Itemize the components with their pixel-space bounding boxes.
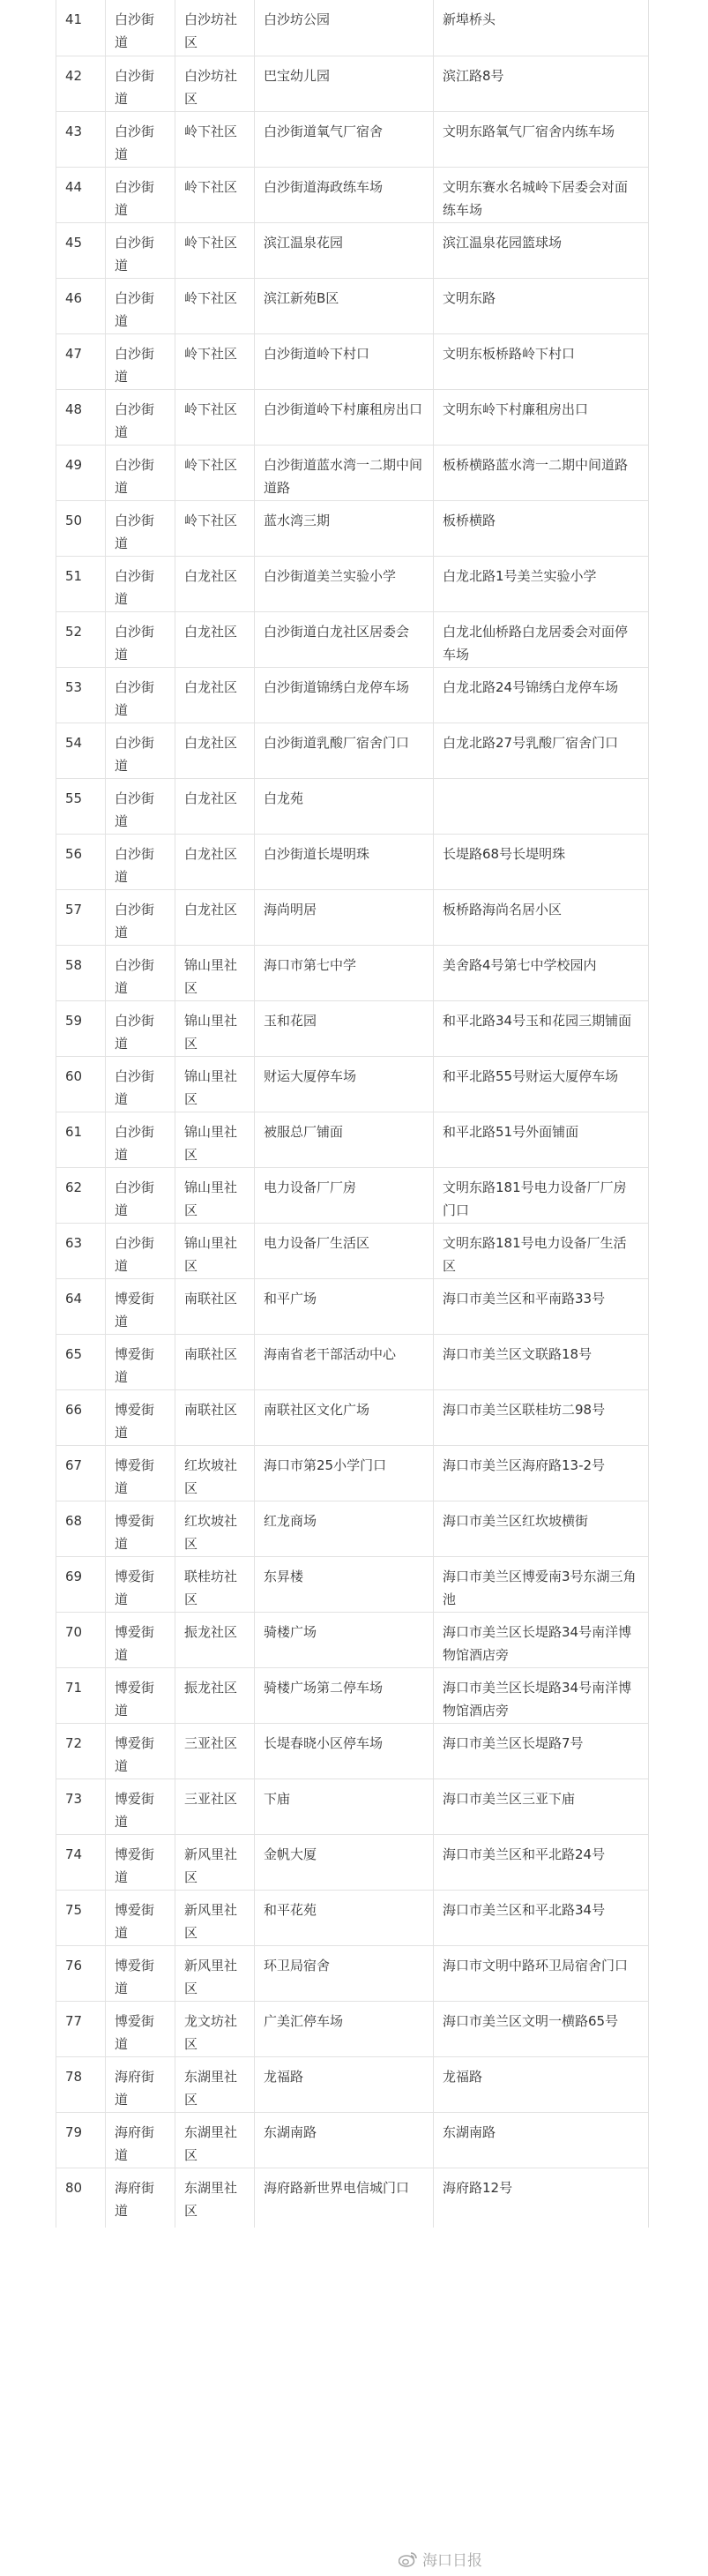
site-address-cell: 海口市美兰区和平北路24号 [434,1834,649,1890]
site-address-cell: 海口市美兰区和平南路33号 [434,1278,649,1334]
site-name-cell: 蓝水湾三期 [255,500,434,556]
community-name-cell: 岭下社区 [175,445,255,500]
site-address-cell: 白龙北路1号美兰实验小学 [434,556,649,611]
street-name-cell: 博爱街道 [106,1612,175,1667]
street-name-cell: 白沙街道 [106,333,175,389]
table-row [56,1945,649,2001]
street-name-cell: 海府街道 [106,2056,175,2112]
table-row [56,1167,649,1223]
community-name-cell: 东湖里社区 [175,2168,255,2228]
row-number-cell: 53 [56,667,106,723]
community-name-cell: 白龙社区 [175,556,255,611]
site-address-cell: 和平北路55号财运大厦停车场 [434,1056,649,1112]
community-name-cell: 白沙坊社区 [175,56,255,111]
row-number-cell: 54 [56,723,106,778]
site-address-cell: 滨江温泉花园篮球场 [434,222,649,278]
row-number-cell: 49 [56,445,106,500]
community-name-cell: 南联社区 [175,1334,255,1389]
site-address-cell: 海口市美兰区长堤路34号南洋博物馆酒店旁 [434,1667,649,1723]
row-number-cell: 66 [56,1389,106,1445]
community-name-cell: 红坎坡社区 [175,1501,255,1556]
table-row [56,389,649,445]
weibo-icon [399,2551,418,2567]
community-name-cell: 岭下社区 [175,389,255,445]
site-name-cell: 被服总厂铺面 [255,1112,434,1167]
community-name-cell: 南联社区 [175,1278,255,1334]
site-address-cell: 海口市美兰区文联路18号 [434,1334,649,1389]
row-number-cell: 78 [56,2056,106,2112]
site-address-cell: 文明东板桥路岭下村口 [434,333,649,389]
site-name-cell: 玉和花园 [255,1000,434,1056]
row-number-cell: 60 [56,1056,106,1112]
row-number-cell: 58 [56,945,106,1000]
site-name-cell: 白沙街道岭下村口 [255,333,434,389]
row-number-cell: 47 [56,333,106,389]
site-name-cell: 东湖南路 [255,2112,434,2168]
community-name-cell: 岭下社区 [175,222,255,278]
site-name-cell: 和平广场 [255,1278,434,1334]
table-row [56,1389,649,1445]
street-name-cell: 博爱街道 [106,1778,175,1834]
street-name-cell: 白沙街道 [106,889,175,945]
site-address-cell: 板桥横路蓝水湾一二期中间道路 [434,445,649,500]
site-address-cell: 文明东路 [434,278,649,333]
row-number-cell: 64 [56,1278,106,1334]
row-number-cell: 45 [56,222,106,278]
site-address-cell: 新埠桥头 [434,0,649,56]
site-address-cell: 白龙北路24号锦绣白龙停车场 [434,667,649,723]
community-name-cell: 岭下社区 [175,278,255,333]
table-row [56,2168,649,2228]
community-name-cell: 岭下社区 [175,333,255,389]
row-number-cell: 74 [56,1834,106,1890]
watermark-text: 海口日报 [422,2552,482,2570]
street-name-cell: 白沙街道 [106,278,175,333]
row-number-cell: 59 [56,1000,106,1056]
community-name-cell: 白龙社区 [175,667,255,723]
row-number-cell: 76 [56,1945,106,2001]
street-name-cell: 博爱街道 [106,1556,175,1612]
site-address-cell: 滨江路8号 [434,56,649,111]
street-name-cell: 白沙街道 [106,222,175,278]
site-address-cell: 海口市美兰区文明一横路65号 [434,2001,649,2056]
site-list-table [56,0,649,2228]
community-name-cell: 锦山里社区 [175,1056,255,1112]
street-name-cell: 白沙街道 [106,1056,175,1112]
site-name-cell: 白沙街道海政练车场 [255,167,434,222]
site-address-cell: 海口市美兰区三亚下庙 [434,1778,649,1834]
row-number-cell: 75 [56,1890,106,1945]
site-address-cell: 龙福路 [434,2056,649,2112]
community-name-cell: 龙文坊社区 [175,2001,255,2056]
community-name-cell: 联桂坊社区 [175,1556,255,1612]
site-name-cell: 白沙街道长堤明珠 [255,834,434,889]
site-name-cell: 海口市第25小学门口 [255,1445,434,1501]
table-row [56,167,649,222]
site-name-cell: 海尚明居 [255,889,434,945]
street-name-cell: 海府街道 [106,2112,175,2168]
row-number-cell: 50 [56,500,106,556]
site-address-cell: 海口市美兰区海府路13-2号 [434,1445,649,1501]
site-address-cell: 文明东赛水名城岭下居委会对面练车场 [434,167,649,222]
row-number-cell: 41 [56,0,106,56]
table-row [56,611,649,667]
table-row [56,2056,649,2112]
site-address-cell: 美舍路4号第七中学校园内 [434,945,649,1000]
site-name-cell: 和平花苑 [255,1890,434,1945]
site-name-cell: 龙福路 [255,2056,434,2112]
street-name-cell: 白沙街道 [106,945,175,1000]
table-body [56,0,649,2228]
street-name-cell: 白沙街道 [106,611,175,667]
site-name-cell: 金帆大厦 [255,1834,434,1890]
site-address-cell: 海口市美兰区和平北路34号 [434,1890,649,1945]
site-name-cell: 广美汇停车场 [255,2001,434,2056]
table-row [56,1112,649,1167]
row-number-cell: 79 [56,2112,106,2168]
site-name-cell: 海南省老干部活动中心 [255,1334,434,1389]
site-address-cell: 和平北路51号外面铺面 [434,1112,649,1167]
site-name-cell: 环卫局宿舍 [255,1945,434,2001]
row-number-cell: 80 [56,2168,106,2228]
table-row [56,56,649,111]
table-row [56,500,649,556]
community-name-cell: 新风里社区 [175,1945,255,2001]
street-name-cell: 博爱街道 [106,1278,175,1334]
table-row [56,1056,649,1112]
community-name-cell: 锦山里社区 [175,1223,255,1278]
table-row [56,1723,649,1778]
table-row [56,723,649,778]
table-row [56,667,649,723]
street-name-cell: 博爱街道 [106,1834,175,1890]
street-name-cell: 白沙街道 [106,1223,175,1278]
site-address-cell: 海口市美兰区联桂坊二98号 [434,1389,649,1445]
site-name-cell: 白沙街道乳酸厂宿舍门口 [255,723,434,778]
street-name-cell: 博爱街道 [106,1890,175,1945]
table-row [56,834,649,889]
site-name-cell: 滨江新苑B区 [255,278,434,333]
site-address-cell: 文明东路氧气厂宿舍内练车场 [434,111,649,167]
row-number-cell: 52 [56,611,106,667]
table-row [56,1834,649,1890]
street-name-cell: 博爱街道 [106,1445,175,1501]
site-address-cell: 文明东岭下村廉租房出口 [434,389,649,445]
street-name-cell: 白沙街道 [106,723,175,778]
community-name-cell: 白龙社区 [175,778,255,834]
site-address-cell: 海口市美兰区长堤路7号 [434,1723,649,1778]
community-name-cell: 白龙社区 [175,611,255,667]
site-name-cell: 白沙街道岭下村廉租房出口 [255,389,434,445]
row-number-cell: 55 [56,778,106,834]
street-name-cell: 白沙街道 [106,167,175,222]
community-name-cell: 东湖里社区 [175,2112,255,2168]
site-address-cell: 海口市美兰区红坎坡横街 [434,1501,649,1556]
table-row [56,778,649,834]
site-address-cell: 板桥路海尚名居小区 [434,889,649,945]
row-number-cell: 48 [56,389,106,445]
row-number-cell: 63 [56,1223,106,1278]
row-number-cell: 62 [56,1167,106,1223]
community-name-cell: 南联社区 [175,1389,255,1445]
street-name-cell: 博爱街道 [106,1667,175,1723]
site-address-cell: 海口市美兰区博爱南3号东湖三角池 [434,1556,649,1612]
street-name-cell: 白沙街道 [106,500,175,556]
table-row [56,445,649,500]
site-name-cell: 骑楼广场第二停车场 [255,1667,434,1723]
site-address-cell: 海府路12号 [434,2168,649,2228]
site-name-cell: 长堤春晓小区停车场 [255,1723,434,1778]
row-number-cell: 69 [56,1556,106,1612]
site-address-cell: 板桥横路 [434,500,649,556]
community-name-cell: 岭下社区 [175,167,255,222]
table-row [56,1778,649,1834]
row-number-cell: 67 [56,1445,106,1501]
site-address-cell: 文明东路181号电力设备厂生活区 [434,1223,649,1278]
table-row [56,1667,649,1723]
row-number-cell: 65 [56,1334,106,1389]
community-name-cell: 岭下社区 [175,111,255,167]
row-number-cell: 71 [56,1667,106,1723]
row-number-cell: 46 [56,278,106,333]
community-name-cell: 红坎坡社区 [175,1445,255,1501]
table-row [56,1445,649,1501]
site-name-cell: 白沙街道蓝水湾一二期中间道路 [255,445,434,500]
community-name-cell: 白沙坊社区 [175,0,255,56]
site-name-cell: 白龙苑 [255,778,434,834]
site-name-cell: 白沙坊公园 [255,0,434,56]
table-row [56,2112,649,2168]
site-name-cell: 电力设备厂厂房 [255,1167,434,1223]
row-number-cell: 43 [56,111,106,167]
table-row [56,1501,649,1556]
site-address-cell: 长堤路68号长堤明珠 [434,834,649,889]
table-row [56,1890,649,1945]
street-name-cell: 白沙街道 [106,834,175,889]
site-name-cell: 白沙街道锦绣白龙停车场 [255,667,434,723]
community-name-cell: 新风里社区 [175,1890,255,1945]
site-name-cell: 白沙街道美兰实验小学 [255,556,434,611]
site-name-cell: 骑楼广场 [255,1612,434,1667]
community-name-cell: 白龙社区 [175,834,255,889]
row-number-cell: 44 [56,167,106,222]
table-row [56,1556,649,1612]
community-name-cell: 锦山里社区 [175,1167,255,1223]
row-number-cell: 57 [56,889,106,945]
street-name-cell: 博爱街道 [106,1723,175,1778]
street-name-cell: 博爱街道 [106,1501,175,1556]
street-name-cell: 白沙街道 [106,0,175,56]
table-row [56,333,649,389]
community-name-cell: 白龙社区 [175,889,255,945]
table-row [56,1612,649,1667]
site-name-cell: 东昇楼 [255,1556,434,1612]
table-row [56,1223,649,1278]
community-name-cell: 岭下社区 [175,500,255,556]
site-address-cell: 海口市美兰区长堤路34号南洋博物馆酒店旁 [434,1612,649,1667]
site-address-cell: 文明东路181号电力设备厂厂房门口 [434,1167,649,1223]
community-name-cell: 白龙社区 [175,723,255,778]
street-name-cell: 博爱街道 [106,1389,175,1445]
watermark [399,2548,482,2570]
street-name-cell: 白沙街道 [106,56,175,111]
row-number-cell: 61 [56,1112,106,1167]
street-name-cell: 白沙街道 [106,445,175,500]
community-name-cell: 振龙社区 [175,1667,255,1723]
street-name-cell: 白沙街道 [106,111,175,167]
row-number-cell: 42 [56,56,106,111]
street-name-cell: 海府街道 [106,2168,175,2228]
site-name-cell: 红龙商场 [255,1501,434,1556]
row-number-cell: 68 [56,1501,106,1556]
street-name-cell: 白沙街道 [106,1112,175,1167]
community-name-cell: 三亚社区 [175,1778,255,1834]
table-row [56,945,649,1000]
site-address-cell: 海口市文明中路环卫局宿舍门口 [434,1945,649,2001]
site-name-cell: 南联社区文化广场 [255,1389,434,1445]
site-name-cell: 巴宝幼儿园 [255,56,434,111]
site-address-cell [434,778,649,834]
site-address-cell: 白龙北路27号乳酸厂宿舍门口 [434,723,649,778]
site-name-cell: 白沙街道白龙社区居委会 [255,611,434,667]
table-row [56,1278,649,1334]
street-name-cell: 博爱街道 [106,2001,175,2056]
site-name-cell: 财运大厦停车场 [255,1056,434,1112]
site-address-cell: 和平北路34号玉和花园三期铺面 [434,1000,649,1056]
table-row [56,111,649,167]
street-name-cell: 白沙街道 [106,1167,175,1223]
table-row [56,889,649,945]
street-name-cell: 白沙街道 [106,778,175,834]
table-row [56,278,649,333]
table-row [56,556,649,611]
row-number-cell: 73 [56,1778,106,1834]
community-name-cell: 振龙社区 [175,1612,255,1667]
street-name-cell: 博爱街道 [106,1945,175,2001]
row-number-cell: 56 [56,834,106,889]
table-row [56,2001,649,2056]
site-name-cell: 电力设备厂生活区 [255,1223,434,1278]
street-name-cell: 白沙街道 [106,667,175,723]
community-name-cell: 新风里社区 [175,1834,255,1890]
community-name-cell: 锦山里社区 [175,1000,255,1056]
site-address-cell: 东湖南路 [434,2112,649,2168]
row-number-cell: 70 [56,1612,106,1667]
row-number-cell: 72 [56,1723,106,1778]
site-address-cell: 白龙北仙桥路白龙居委会对面停车场 [434,611,649,667]
community-name-cell: 三亚社区 [175,1723,255,1778]
site-name-cell: 海府路新世界电信城门口 [255,2168,434,2228]
street-name-cell: 白沙街道 [106,389,175,445]
community-name-cell: 东湖里社区 [175,2056,255,2112]
street-name-cell: 白沙街道 [106,556,175,611]
row-number-cell: 77 [56,2001,106,2056]
site-name-cell: 海口市第七中学 [255,945,434,1000]
street-name-cell: 白沙街道 [106,1000,175,1056]
site-name-cell: 下庙 [255,1778,434,1834]
community-name-cell: 锦山里社区 [175,1112,255,1167]
table-row [56,1334,649,1389]
table-row [56,1000,649,1056]
site-name-cell: 白沙街道氧气厂宿舍 [255,111,434,167]
row-number-cell: 51 [56,556,106,611]
street-name-cell: 博爱街道 [106,1334,175,1389]
table-row [56,222,649,278]
table-row [56,0,649,56]
site-name-cell: 滨江温泉花园 [255,222,434,278]
community-name-cell: 锦山里社区 [175,945,255,1000]
